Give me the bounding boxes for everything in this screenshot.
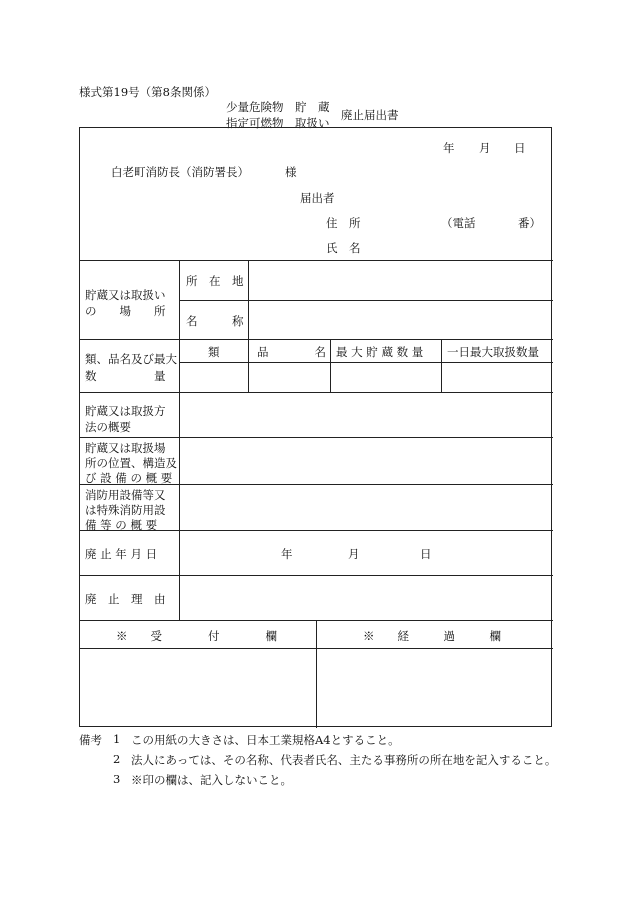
structure-label-1: 貯蔵又は取扱場 [85, 441, 166, 455]
form-number: 様式第19号（第8条関係） [79, 85, 216, 99]
header-month: 月 [479, 141, 491, 155]
header-year: 年 [443, 141, 455, 155]
structure-label-3: び 設 備 の 概 要 [85, 471, 173, 485]
notification-form [79, 127, 552, 727]
progress-column-header: ※ 経 過 欄 [363, 629, 501, 643]
phone-suffix: 番） [518, 216, 541, 230]
note-2-number: 2 [113, 752, 121, 766]
col-daily-max: 一日最大取扱数量 [447, 345, 539, 359]
note-3: ※印の欄は、記入しないこと。 [131, 773, 292, 787]
honorific: 様 [285, 165, 297, 179]
method-label-2: 法の概要 [85, 420, 131, 434]
notes-label: 備考 [79, 733, 102, 747]
location-name-label: 名 称 [186, 314, 244, 328]
location-address-label: 所 在 地 [186, 274, 244, 288]
reason-label: 廃 止 理 由 [85, 592, 166, 606]
title-suffix: 廃止届出書 [341, 108, 399, 122]
fire-equip-label-3: 備 等 の 概 要 [85, 518, 158, 532]
structure-label-2: 所の位置、構造及 [85, 456, 177, 470]
fire-equip-label-1: 消防用設備等又 [85, 488, 166, 502]
note-1-number: 1 [113, 732, 121, 746]
phone-label: （電話 [441, 216, 476, 230]
location-label-1: 貯蔵又は取扱い [85, 288, 166, 302]
title-line1-b: 貯 蔵 [295, 100, 330, 114]
date-day: 日 [420, 547, 432, 561]
class-label-2: 数 量 [85, 369, 166, 383]
col-class: 類 [208, 345, 220, 359]
notifier-label: 届出者 [300, 191, 335, 205]
col-max-storage: 最 大 貯 蔵 数 量 [336, 345, 424, 359]
col-item: 品 名 [257, 345, 326, 359]
name-label: 氏 名 [326, 241, 361, 255]
reception-column-header: ※ 受 付 欄 [116, 629, 277, 643]
note-1: この用紙の大きさは、日本工業規格A4とすること。 [131, 733, 400, 747]
address-label: 住 所 [326, 216, 361, 230]
note-3-number: 3 [113, 772, 121, 786]
header-day: 日 [514, 141, 526, 155]
fire-equip-label-2: は特殊消防用設 [85, 503, 166, 517]
title-line1-a: 少量危険物 [226, 100, 284, 114]
note-2: 法人にあっては、その名称、代表者氏名、主たる事務所の所在地を記入すること。 [131, 753, 557, 767]
title-line2-a: 指定可燃物 [226, 116, 284, 130]
method-label-1: 貯蔵又は取扱方 [85, 404, 166, 418]
abolish-date-label: 廃 止 年 月 日 [85, 547, 158, 561]
title-line2-b: 取扱い [295, 116, 330, 130]
class-label-1: 類、品名及び最大 [85, 352, 177, 366]
date-month: 月 [348, 547, 360, 561]
location-label-2: の 場 所 [85, 304, 166, 318]
addressee: 白老町消防長（消防署長） [111, 165, 249, 179]
date-year: 年 [281, 547, 293, 561]
